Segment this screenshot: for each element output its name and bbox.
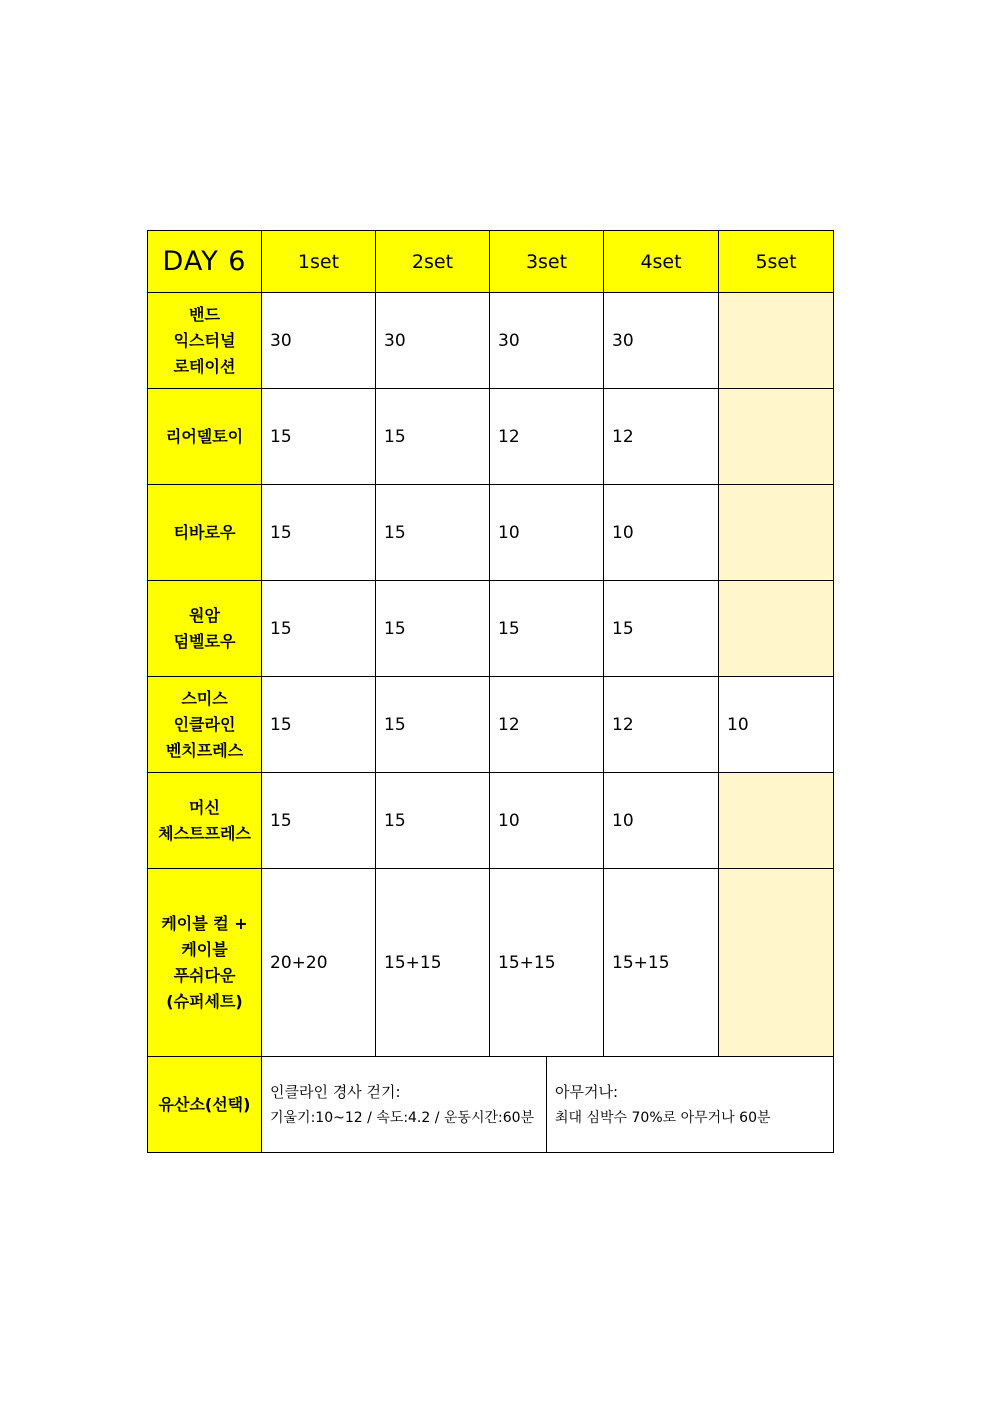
rep-cell: 15	[262, 485, 376, 581]
rep-cell: 30	[490, 293, 604, 389]
exercise-name-line: 덤벨로우	[173, 631, 236, 651]
exercise-name-line: 밴드	[189, 304, 220, 324]
rep-cell: 15+15	[376, 869, 490, 1057]
workout-table	[147, 230, 834, 1153]
rep-cell: 12	[604, 677, 719, 773]
cardio-option-anything	[547, 1057, 834, 1153]
rep-cell: 15	[376, 485, 490, 581]
exercise-name-line: 벤치프레스	[165, 740, 244, 760]
rep-cell-empty	[719, 869, 834, 1057]
rep-cell: 15	[262, 773, 376, 869]
rep-cell: 15+15	[604, 869, 719, 1057]
set-header-2: 2set	[376, 231, 490, 293]
header-row	[148, 231, 834, 293]
exercise-name	[148, 389, 262, 485]
cardio-label: 유산소(선택)	[148, 1057, 262, 1153]
exercise-name-line: 케이블 컬 +	[161, 913, 248, 933]
exercise-name-line: 익스터널	[173, 330, 236, 350]
cardio-row	[148, 1057, 834, 1153]
exercise-name-line: 인클라인	[173, 714, 236, 734]
rep-cell: 15	[262, 389, 376, 485]
exercise-name	[148, 293, 262, 389]
exercise-row	[148, 581, 834, 677]
exercise-row	[148, 677, 834, 773]
rep-cell: 30	[262, 293, 376, 389]
rep-cell: 12	[604, 389, 719, 485]
cardio-option-title: 인클라인 경사 걷기:	[270, 1082, 401, 1101]
cardio-option-incline-walk	[262, 1057, 547, 1153]
exercise-name	[148, 773, 262, 869]
exercise-name-line: 푸쉬다운	[173, 965, 236, 985]
rep-cell: 10	[604, 485, 719, 581]
rep-cell-empty	[719, 293, 834, 389]
cardio-option-detail: 기울기:10~12 / 속도:4.2 / 운동시간:60분	[270, 1109, 535, 1126]
set-header-4: 4set	[604, 231, 719, 293]
rep-cell: 15	[376, 581, 490, 677]
exercise-name-line: 티바로우	[173, 522, 236, 542]
rep-cell-empty	[719, 581, 834, 677]
exercise-row	[148, 869, 834, 1057]
exercise-name-line: 로테이션	[173, 356, 236, 376]
exercise-name	[148, 485, 262, 581]
rep-cell: 15	[490, 581, 604, 677]
rep-cell: 10	[490, 485, 604, 581]
rep-cell-empty	[719, 773, 834, 869]
exercise-name-line: 리어델토이	[165, 426, 244, 446]
exercise-name-line: 머신	[189, 797, 220, 817]
exercise-name	[148, 581, 262, 677]
exercise-name-line: 스미스	[181, 688, 228, 708]
rep-cell: 30	[376, 293, 490, 389]
rep-cell: 12	[490, 677, 604, 773]
rep-cell: 10	[490, 773, 604, 869]
rep-cell: 10	[719, 677, 834, 773]
rep-cell: 15	[262, 581, 376, 677]
exercise-row	[148, 485, 834, 581]
rep-cell: 15	[376, 389, 490, 485]
exercise-name	[148, 869, 262, 1057]
rep-cell: 15	[604, 581, 719, 677]
exercise-row	[148, 773, 834, 869]
set-header-5: 5set	[719, 231, 834, 293]
rep-cell: 30	[604, 293, 719, 389]
exercise-name-line: 체스트프레스	[158, 823, 251, 843]
rep-cell: 12	[490, 389, 604, 485]
exercise-row	[148, 293, 834, 389]
rep-cell-empty	[719, 485, 834, 581]
exercise-row	[148, 389, 834, 485]
rep-cell: 10	[604, 773, 719, 869]
rep-cell: 15	[262, 677, 376, 773]
set-header-3: 3set	[490, 231, 604, 293]
cardio-option-title: 아무거나:	[555, 1082, 619, 1101]
set-header-1: 1set	[262, 231, 376, 293]
exercise-name-line: (슈퍼세트)	[166, 991, 243, 1011]
rep-cell: 15	[376, 677, 490, 773]
cardio-option-detail: 최대 심박수 70%로 아무거나 60분	[555, 1109, 771, 1126]
rep-cell: 15	[376, 773, 490, 869]
rep-cell: 15+15	[490, 869, 604, 1057]
day-title: DAY 6	[148, 231, 262, 293]
exercise-name-line: 케이블	[181, 939, 228, 959]
rep-cell-empty	[719, 389, 834, 485]
rep-cell: 20+20	[262, 869, 376, 1057]
exercise-name	[148, 677, 262, 773]
exercise-name-line: 원암	[189, 605, 220, 625]
